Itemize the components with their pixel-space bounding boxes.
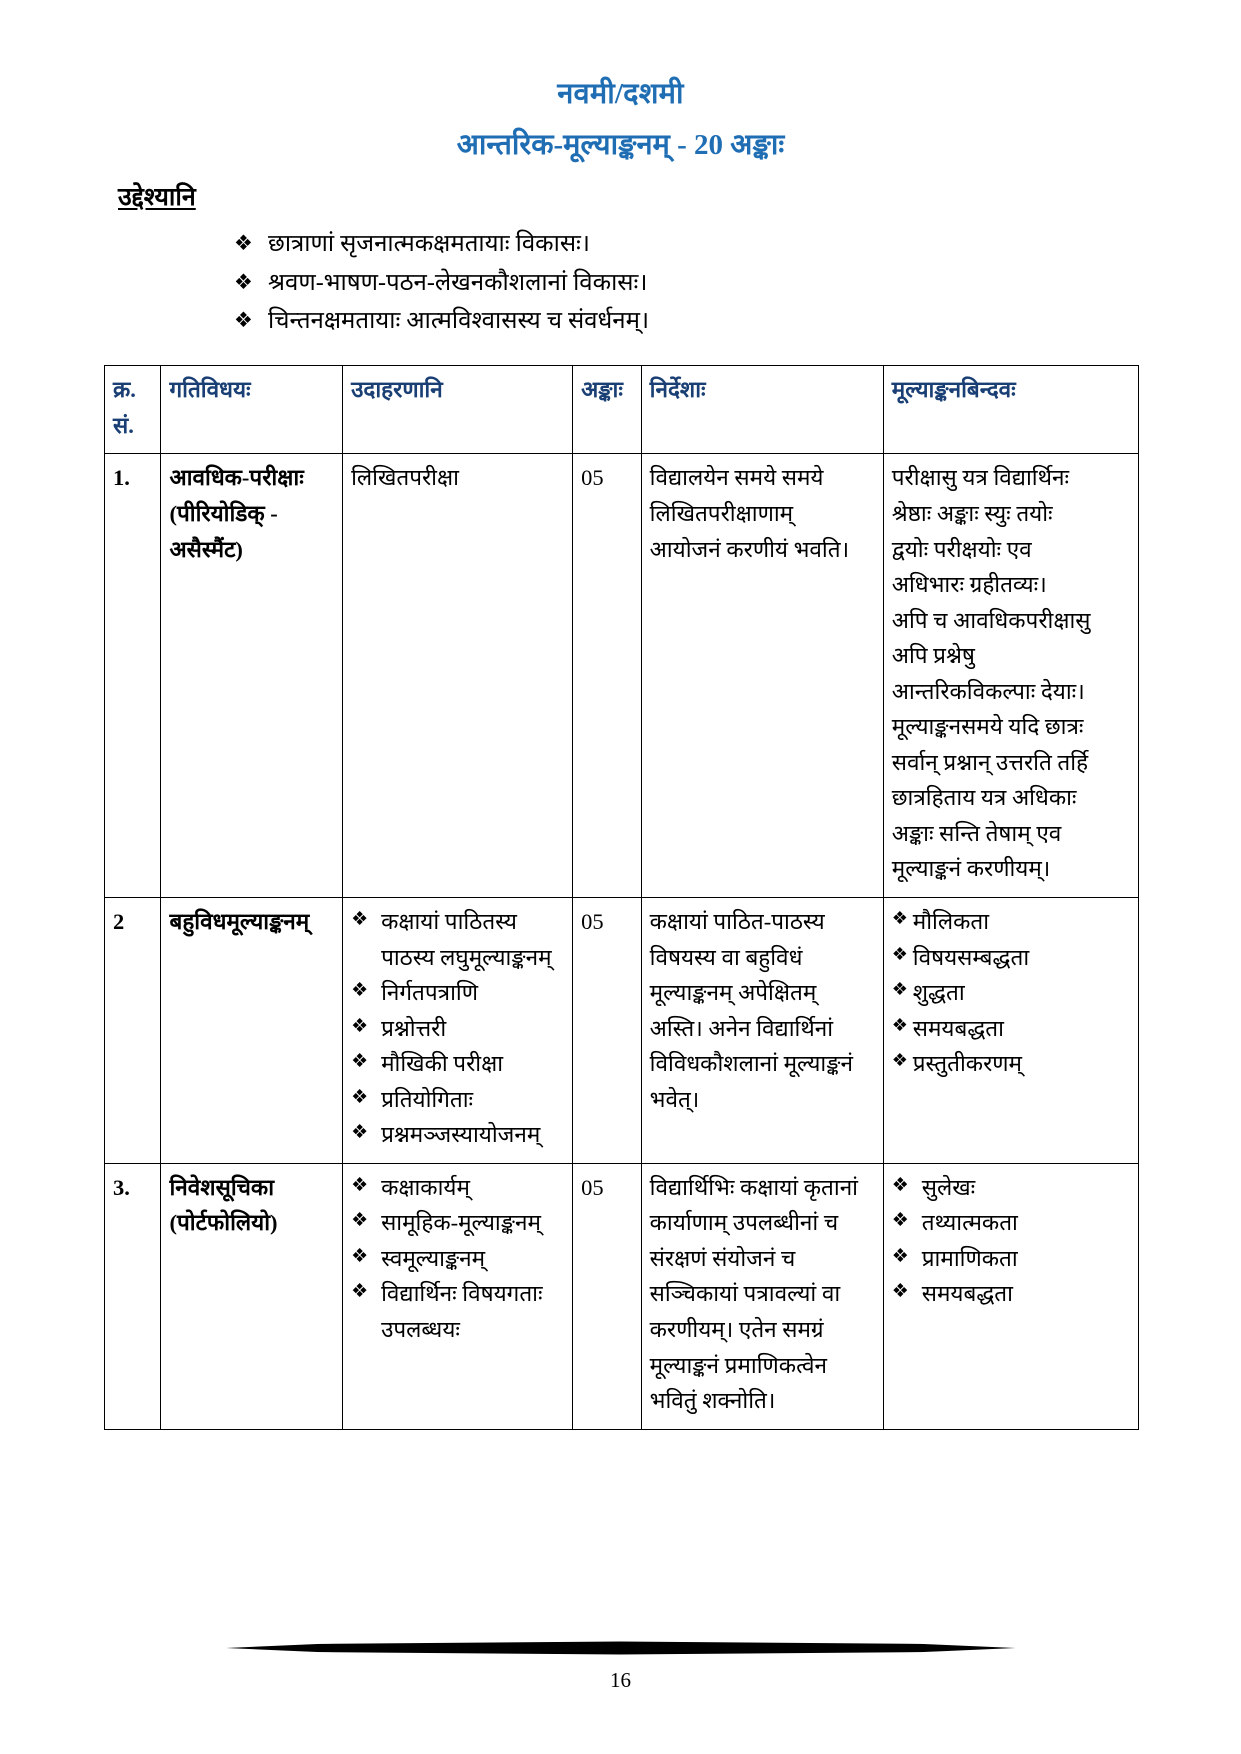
list-item-label: शुद्धता [912,980,965,1006]
list-item-label: स्वमूल्याङ्कनम् [381,1245,486,1271]
list-item [892,904,1130,940]
examples-text: लिखितपरीक्षा [351,465,459,491]
list-item-label: सुलेखः [921,1174,976,1200]
activity-line: आवधिक-परीक्षाः [169,465,304,491]
points-bullet-list [892,904,1130,1082]
list-item [351,1205,564,1241]
list-item-label: समयबद्धता [912,1015,1004,1041]
row-examples [343,897,573,1163]
instruction-line: कक्षायां पाठित-पाठस्य [649,908,825,934]
row-instructions [641,897,883,1163]
list-item [351,975,564,1011]
row-examples [343,1163,573,1429]
list-item-label: कक्षाकार्यम् [381,1174,470,1200]
diamond-bullet-icon: ❖ [891,979,908,1000]
point-line: अपि च आवधिकपरीक्षासु [891,607,1091,633]
diamond-bullet-icon: ❖ [891,1281,909,1303]
list-item-label: प्रस्तुतीकरणम् [912,1051,1022,1077]
page-title-secondary: आन्तरिक-मूल्याङ्कनम् - 20 अङ्काः [456,129,785,162]
list-item [892,1205,1130,1241]
objective-item [234,264,1241,303]
diamond-bullet-icon: ❖ [891,943,908,964]
objective-text: चिन्तनक्षमतायाः आत्मविश्वासस्य च संवर्धनम्। [268,308,650,335]
diamond-bullet-icon: ❖ [234,269,253,294]
table-header-row [105,366,1139,454]
objectives-list [118,225,1241,342]
list-item [892,1170,1130,1206]
diamond-bullet-icon: ❖ [234,308,253,333]
row-activity [161,897,343,1163]
diamond-bullet-icon: ❖ [351,908,369,930]
row-instructions [641,454,883,898]
table-row [105,1163,1139,1429]
list-item [892,940,1130,976]
diamond-bullet-icon: ❖ [351,1245,369,1267]
list-item [892,975,1130,1011]
table-row [105,454,1139,898]
objective-text: श्रवण-भाषण-पठन-लेखनकौशलानां विकासः। [268,269,648,296]
list-item [351,1117,564,1153]
list-item-label: मौलिकता [912,908,990,934]
row-serial: 1. [105,454,161,898]
instruction-line: कार्याणाम् उपलब्धीनां च [649,1210,839,1236]
point-line: मूल्याङ्कनसमये यदि छात्रः [891,714,1084,740]
point-line: परीक्षासु यत्र विद्यार्थिनः [891,465,1070,491]
page-title-block [0,78,1241,163]
table-header [105,366,1139,454]
column-header-points: मूल्याङ्कनबिन्दवः [883,366,1138,454]
table-row [105,897,1139,1163]
footer-divider [226,1640,1016,1656]
diamond-bullet-icon: ❖ [351,1210,369,1232]
assessment-table [104,365,1139,1429]
diamond-bullet-icon: ❖ [351,1122,369,1144]
diamond-bullet-icon: ❖ [351,1281,369,1303]
activity-line: (पीरियोडिक् - [169,500,278,526]
point-line: आन्तरिकविकल्पाः देयाः। [891,678,1085,704]
examples-bullet-list [351,904,564,1153]
list-item-label: निर्गतपत्राणि [381,980,478,1006]
list-item [351,904,564,975]
instruction-line: भवेत्। [649,1086,700,1112]
row-marks: 05 [573,897,642,1163]
row-instructions [641,1163,883,1429]
diamond-bullet-icon: ❖ [351,980,369,1002]
list-item [351,1241,564,1277]
list-item [351,1170,564,1206]
list-item-label: तथ्यात्मकता [921,1210,1018,1236]
instruction-line: अस्ति। अनेन विद्यार्थिनां [649,1015,834,1041]
row-serial: 3. [105,1163,161,1429]
row-points [883,897,1138,1163]
activity-line: (पोर्टफोलियो) [169,1210,278,1236]
instruction-line: सञ्चिकायां पत्रावल्यां वा [649,1281,841,1307]
objective-item [234,302,1241,341]
instruction-line: मूल्याङ्कनं प्रमाणिकत्वेन [649,1352,828,1378]
column-header-serial-line2: सं. [113,412,134,438]
point-line: अपि प्रश्नेषु [891,643,975,669]
instruction-line: लिखितपरीक्षाणाम् [649,500,794,526]
diamond-bullet-icon: ❖ [351,1051,369,1073]
row-points [883,454,1138,898]
diamond-bullet-icon: ❖ [891,1014,908,1035]
diamond-bullet-icon: ❖ [351,1086,369,1108]
diamond-bullet-icon: ❖ [891,1050,908,1071]
table-body [105,454,1139,1429]
page-title-primary: नवमी/दशमी [557,78,684,110]
diamond-bullet-icon: ❖ [891,1210,909,1232]
list-item-label: समयबद्धता [921,1281,1013,1307]
point-line: अधिभारः ग्रहीतव्यः। [891,572,1047,598]
instruction-line: विद्यार्थिभिः कक्षायां कृतानां [649,1174,859,1200]
list-item [351,1082,564,1118]
row-activity [161,1163,343,1429]
row-marks: 05 [573,454,642,898]
list-item-label: कक्षायां पाठितस्य पाठस्य लघुमूल्याङ्कनम् [381,908,552,970]
instruction-line: विषयस्य वा बहुविधं [649,944,803,970]
objective-item [234,225,1241,264]
activity-line: असैस्मैंट) [169,536,243,562]
list-item-label: प्रश्नमञ्जस्यायोजनम् [381,1122,541,1148]
instruction-line: आयोजनं करणीयं भवति। [649,536,850,562]
assessment-table-wrapper [0,365,1241,1429]
list-item-label: सामूहिक-मूल्याङ्कनम् [381,1210,541,1236]
activity-line: बहुविधमूल्याङ्कनम् [169,908,310,934]
column-header-activities: गतिविधयः [161,366,343,454]
row-marks: 05 [573,1163,642,1429]
column-header-serial [105,366,161,454]
row-serial: 2 [105,897,161,1163]
list-item-label: विद्यार्थिनः विषयगताः उपलब्धयः [381,1281,543,1342]
point-line: मूल्याङ्कनं करणीयम्। [891,856,1051,882]
activity-line: निवेशसूचिका [169,1174,275,1200]
diamond-bullet-icon: ❖ [891,1174,909,1196]
column-header-instructions: निर्देशाः [641,366,883,454]
point-line: श्रेष्ठाः अङ्काः स्युः तयोः [891,500,1053,526]
objectives-heading: उद्देश्यानि [118,183,196,211]
row-points [883,1163,1138,1429]
instruction-line: संरक्षणं संयोजनं च [649,1245,796,1271]
list-item [892,1241,1130,1277]
diamond-bullet-icon: ❖ [351,1015,369,1037]
list-item-label: प्रश्नोत्तरी [381,1015,447,1041]
list-item [892,1046,1130,1082]
diamond-bullet-icon: ❖ [234,230,253,255]
list-item [892,1276,1130,1312]
list-item-label: प्रतियोगिताः [381,1086,474,1112]
row-activity [161,454,343,898]
list-item-label: प्रामाणिकता [921,1245,1018,1271]
row-examples [343,454,573,898]
objectives-section [0,179,1241,342]
column-header-serial-line1: क्र. [113,377,136,403]
list-item-label: मौखिकी परीक्षा [381,1051,504,1077]
diamond-bullet-icon: ❖ [351,1174,369,1196]
list-item [892,1011,1130,1047]
examples-bullet-list [351,1170,564,1348]
point-line: सर्वान् प्रश्नान् उत्तरति तर्हि [891,749,1089,775]
points-bullet-list [892,1170,1130,1312]
instruction-line: करणीयम्। एतेन समग्रं [649,1316,824,1342]
column-header-marks: अङ्काः [573,366,642,454]
list-item [351,1276,564,1347]
objective-text: छात्राणां सृजनात्मकक्षमतायाः विकासः। [268,230,590,257]
list-item [351,1046,564,1082]
point-line: अङ्काः सन्ति तेषाम् एव [891,820,1062,846]
column-header-examples: उदाहरणानि [343,366,573,454]
instruction-line: विविधकौशलानां मूल्याङ्कनं [649,1051,853,1077]
list-item-label: विषयसम्बद्धता [912,944,1030,970]
diamond-bullet-icon: ❖ [891,907,908,928]
instruction-line: विद्यालयेन समये समये [649,465,824,491]
instruction-line: मूल्याङ्कनम् अपेक्षितम् [649,980,817,1006]
diamond-bullet-icon: ❖ [891,1245,909,1267]
list-item [351,1011,564,1047]
page-number: 16 [610,1668,631,1692]
instruction-line: भवितुं शक्नोति। [649,1388,776,1414]
point-line: छात्रहिताय यत्र अधिकाः [891,785,1077,811]
page-footer [0,1640,1241,1693]
point-line: द्वयोः परीक्षयोः एव [891,536,1032,562]
